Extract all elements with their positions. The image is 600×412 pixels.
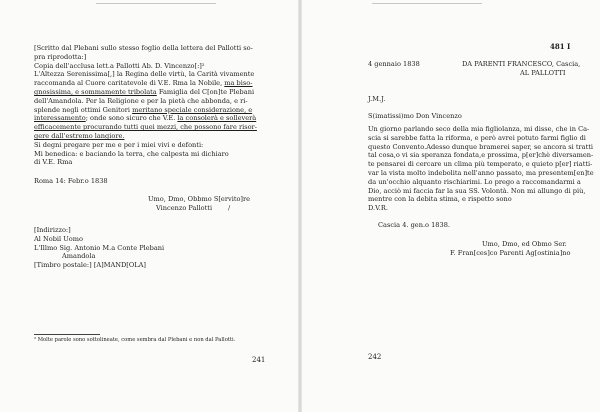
underlined-phrase: la consolerà e solleverà [177, 114, 257, 123]
body-line: D.V.R. [368, 204, 388, 213]
closing-right: Umo, Dmo, ed Obmo Ser. [482, 240, 567, 248]
body-line: scia si sarebbe fatta la riforma, e però avrei potuto farmi figlio di [368, 133, 586, 142]
letter-heading: DA PARENTI FRANCESCO, Cascia, [462, 60, 581, 68]
letter-heading: AL PALLOTTI [520, 68, 566, 77]
body-line [34, 132, 125, 141]
body-line: te pensarei di cercare un clima più temperato, e quieto p[er] riatti- [368, 160, 593, 169]
body-line [34, 158, 72, 167]
text-segment: Mi benedica: e baciando la terra, che calpesta mi dichiaro [34, 149, 229, 158]
body-line [34, 88, 254, 97]
body-line: Dio, acciò mi faccia far la sua SS. Volontà. Non mi allungo di più, [368, 186, 586, 195]
underlined-phrase: gere dall'estremo langiore. [34, 132, 125, 140]
letter-number: 481 I [550, 42, 571, 51]
signature-right: F. Fran[ces]co Parenti Ag[ostinia]no [450, 249, 571, 257]
text-segment: Si degni pregare per me e per i miei vivi e defonti: [34, 140, 204, 149]
underlined-phrase: interessamento [34, 114, 86, 123]
salutation: S(imatissi)mo Don Vincenzo [368, 112, 462, 120]
text-segment: L'Altezza Serenissima[,] la Regina delle virtù, la Carità vivamente [34, 70, 255, 79]
place-date-right: Cascia 4. gen.o 1838. [378, 221, 450, 229]
body-line: tal cosa,o vi sia speranza fondata,e prossima, p[er]chè diversamen- [368, 151, 594, 160]
footnote-rule [34, 334, 100, 335]
body-line [34, 150, 229, 159]
body-line [34, 70, 254, 79]
address-line: [Timbro postale:] [A]MAND[OLA] [34, 261, 146, 270]
left-page [0, 0, 298, 412]
footnote: ² Molte parole sono sottolineate, come sembra dal Plebani e non dal Pallotti. [34, 337, 236, 343]
text-segment: Famiglia del C[on]te Plebani [156, 88, 255, 96]
body-line [34, 79, 252, 88]
page-number-left: 241 [252, 356, 266, 364]
address-line: Al Nobil Uomo [34, 234, 83, 243]
text-segment: ; onde sono sicuro che V.E. [85, 114, 178, 123]
body-line: questo Convento.Adesso dunque bramerei saper, se ancora si tratti [368, 142, 594, 151]
underlined-phrase: gnosissima, e sommamente tribolata [34, 88, 157, 96]
intro-line: [Scritto dal Plebani sullo stesso foglio della lettera del Pallotti so- [34, 44, 253, 52]
text-segment: dell'Amandola. Per la Religione e per la pietà che abbonda, e ri- [34, 96, 248, 105]
body-line [34, 141, 203, 150]
signature-mark: / [228, 204, 231, 212]
body-line [34, 97, 248, 106]
text-segment: splende negli ottimi Genitori [34, 105, 133, 114]
signature-left: Vincenzo Pallotti [156, 204, 213, 212]
text-segment: di V.E. Rma [34, 158, 73, 167]
body-line: Un giorno parlando seco della mia figliolanza, mi disse, che in Ca- [368, 125, 590, 133]
body-line [34, 114, 256, 123]
body-line [34, 123, 257, 132]
page-number-right: 242 [368, 353, 382, 361]
body-line: var la vista molto indebolita nell'anno passato, ma presentem[en]te [368, 169, 594, 177]
text-segment: raccomanda al Cuore caritatevole di V.E. Rma la Nobile, [34, 79, 225, 88]
address-line: L'Illmo Sig. Antonio M.a Conte Plebani [34, 243, 165, 252]
intro-line: Copia dell'acclusa lett.a Pallotti Ab. D. Vincenzo[:]² [34, 61, 205, 70]
place-date-left: Roma 14: Febr.o 1838 [34, 177, 108, 185]
underlined-phrase: meritano speciale considerazione, e [132, 105, 253, 114]
underlined-phrase: efficacemente procurando tutti quei mezzi, che possono fare risor- [34, 123, 257, 132]
underlined-phrase: ma biso- [224, 79, 253, 88]
closing-left: Umo, Dmo, Obbmo S[ervito]re [148, 195, 251, 203]
body-line: da un'occhio alquanto rischiarimi. Lo prego a raccomandarmi a [368, 177, 581, 186]
address-line: [Indirizzo:] [34, 226, 71, 234]
address-line: Amandola [62, 252, 96, 261]
jmj: J.M.J. [368, 95, 386, 103]
right-page [302, 0, 600, 412]
intro-line: pra riprodotta:] [34, 52, 87, 61]
letter-date: 4 gennaio 1838 [368, 60, 420, 68]
body-line: mentre con la debita stima, e rispetto sono [368, 195, 512, 204]
